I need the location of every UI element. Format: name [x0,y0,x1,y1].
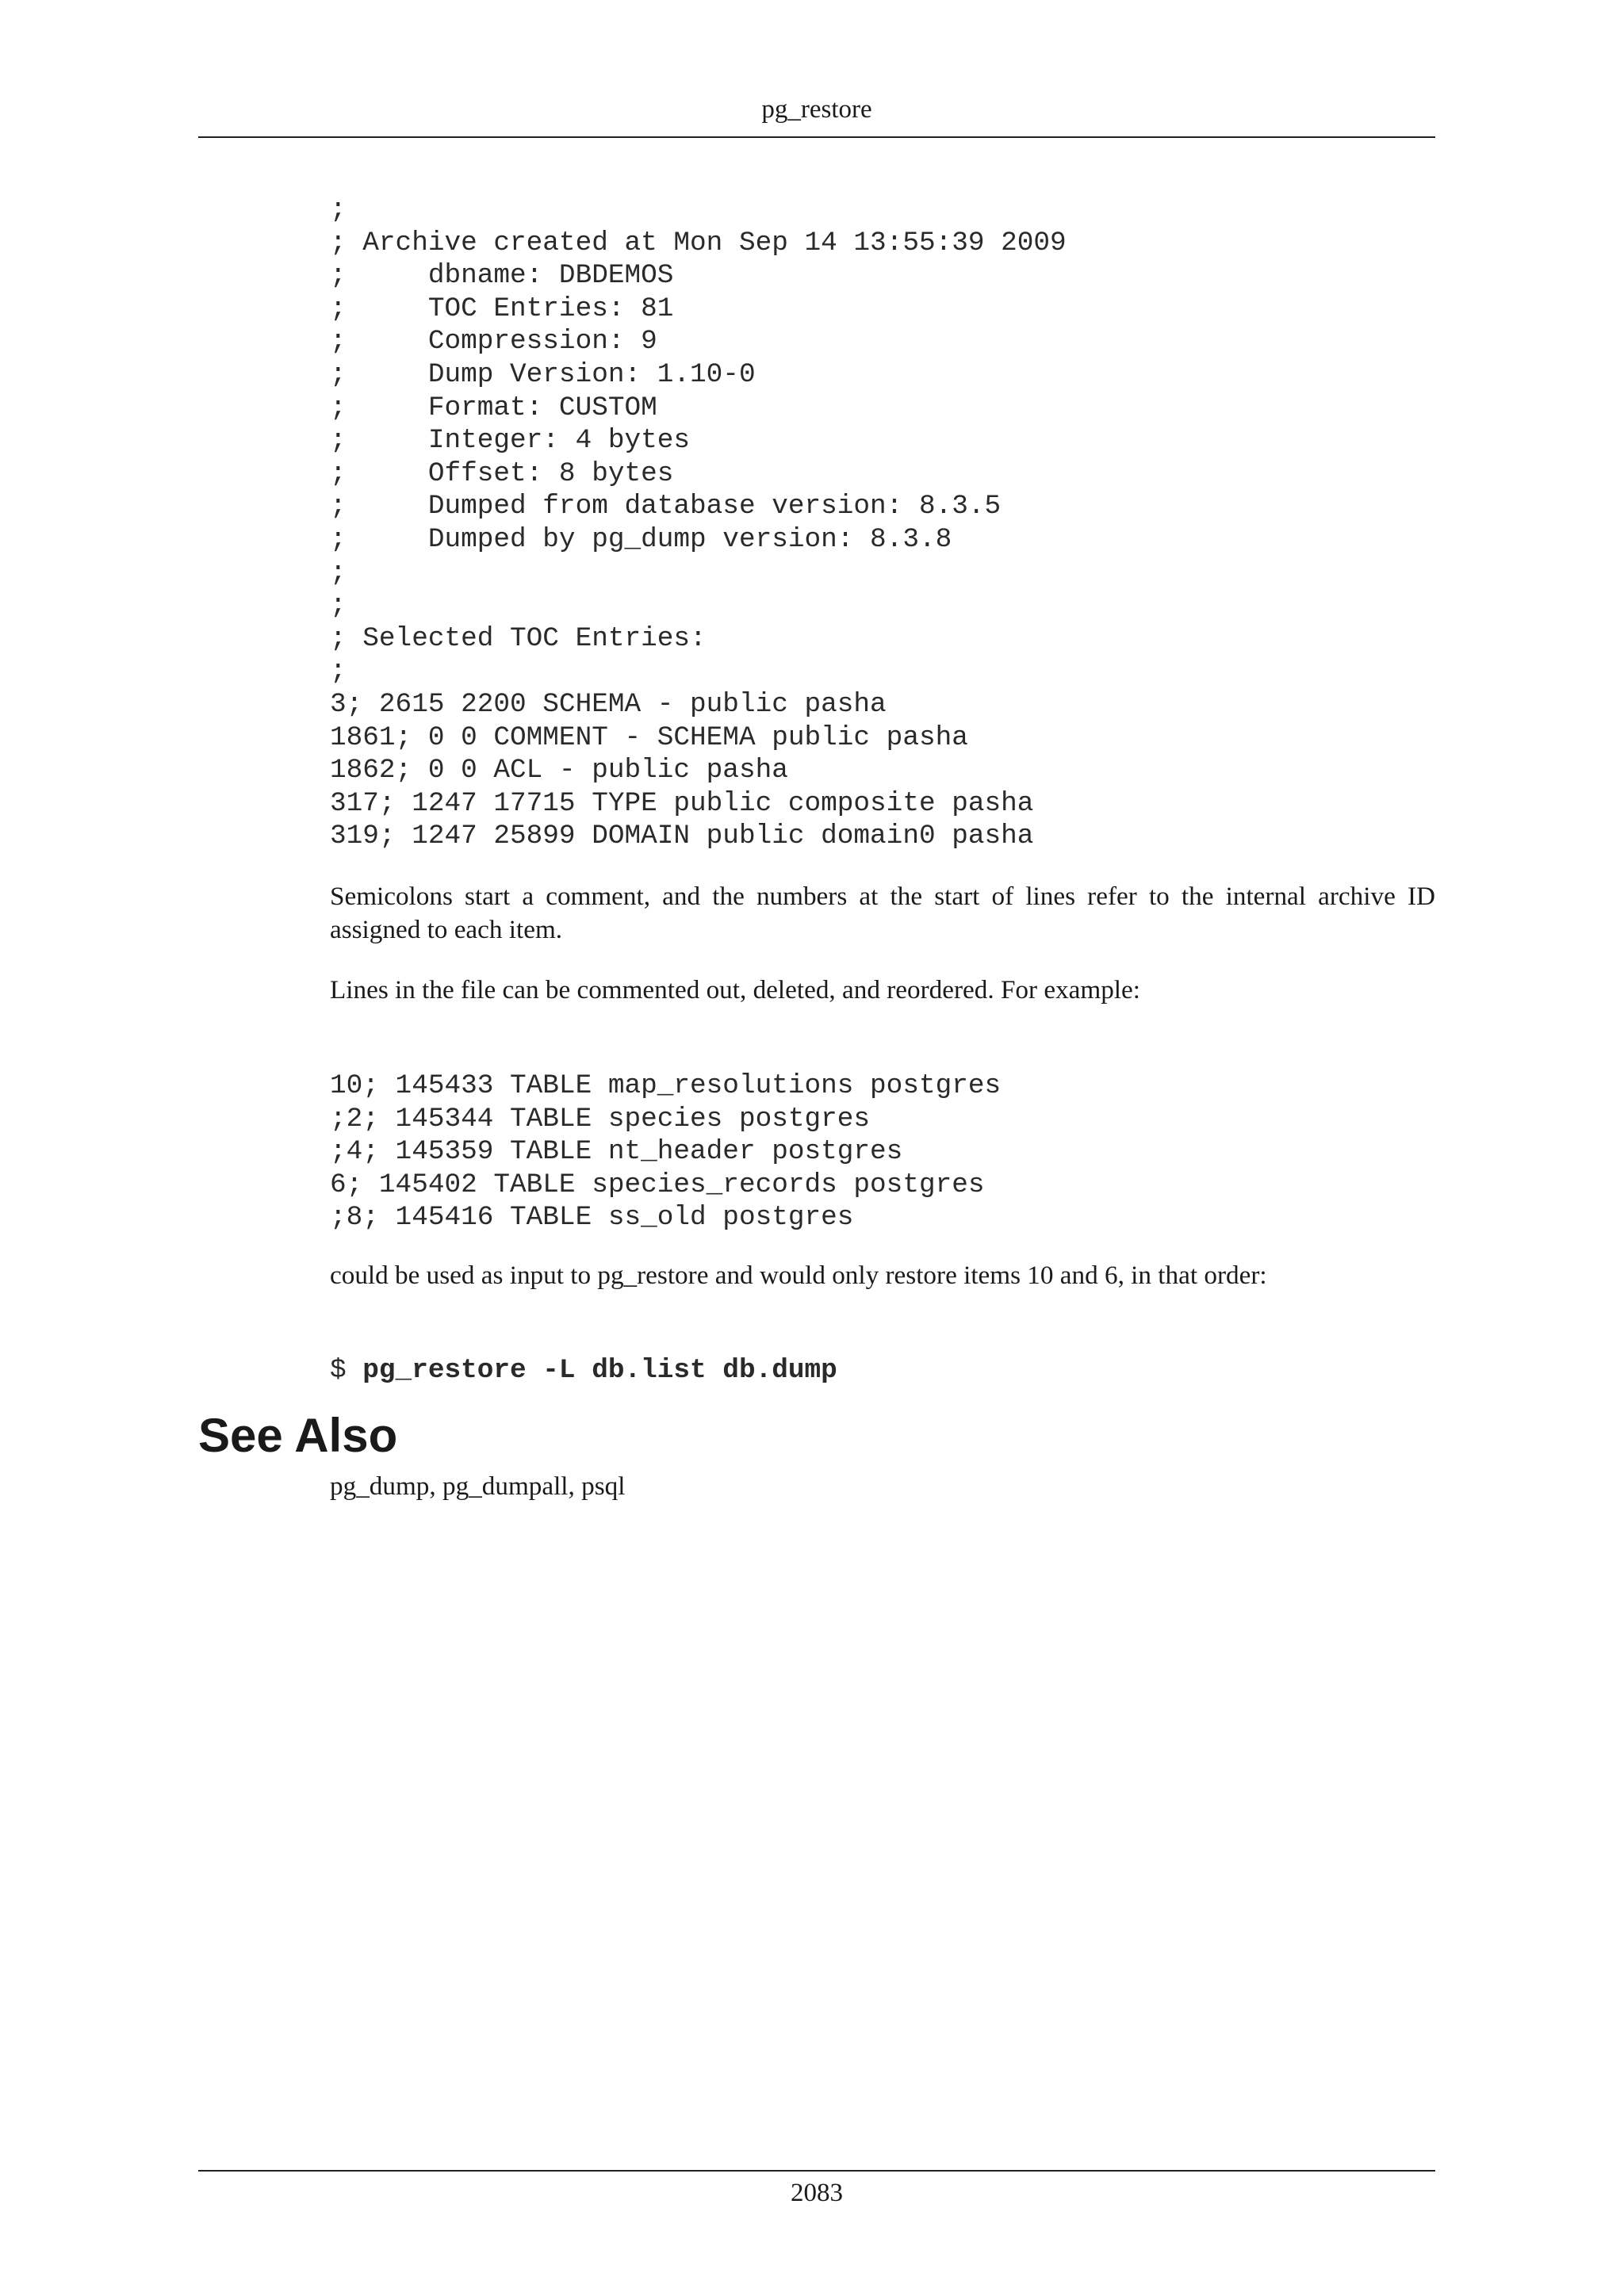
footer-rule [198,2170,1435,2172]
code-line: ; TOC Entries: 81 [330,293,674,324]
code-line: 1861; 0 0 COMMENT - SCHEMA public pasha [330,721,968,753]
see-also-heading: See Also [198,1409,398,1462]
paragraph-semicolons: Semicolons start a comment, and the numbers at the start of lines refer to the internal archive ID assigned to each item. [330,882,1435,944]
code-line: ; Format: CUSTOM [330,392,657,423]
code-line: 317; 1247 17715 TYPE public composite pasha [330,787,1034,819]
code-line: ;8; 145416 TABLE ss_old postgres [330,1202,854,1234]
page-header-title: pg_restore [761,95,872,124]
code-line: 10; 145433 TABLE map_resolutions postgres [330,1070,1002,1101]
page-number: 2083 [791,2179,843,2207]
code-line: 319; 1247 25899 DOMAIN public domain0 pasha [330,821,1034,852]
code-line: ; Dumped by pg_dump version: 8.3.8 [330,523,952,555]
code-line: ; dbname: DBDEMOS [330,260,674,292]
header-rule [198,136,1435,138]
code-line: 1862; 0 0 ACL - public pasha [330,755,788,786]
code-line: ; [330,656,347,687]
code-line: ;2; 145344 TABLE species postgres [330,1103,871,1135]
code-line: ; Compression: 9 [330,326,657,358]
code-line: ; Archive created at Mon Sep 14 13:55:39 2009 [330,227,1067,258]
code-line: 3; 2615 2200 SCHEMA - public pasha [330,688,887,720]
see-also-links: pg_dump, pg_dumpall, psql [330,1471,626,1501]
toc-listing-code-block [330,193,1067,853]
code-line: ; Dumped from database version: 8.3.5 [330,491,1002,522]
code-line: ; Integer: 4 bytes [330,425,691,457]
paragraph-lines-example: Lines in the file can be commented out, deleted, and reordered. For example: [330,975,1140,1004]
shell-prompt: $ [330,1355,363,1386]
code-line: ; Selected TOC Entries: [330,622,707,654]
example-list-code-block [330,1070,1001,1234]
paragraph-restore-order: could be used as input to pg_restore and would only restore items 10 and 6, in that order: [330,1261,1267,1290]
code-line: 6; 145402 TABLE species_records postgres [330,1169,985,1200]
command-text: pg_restore -L db.list db.dump [362,1355,837,1386]
code-line: ;4; 145359 TABLE nt_header postgres [330,1136,903,1168]
code-line: ; [330,557,347,588]
code-line: ; Offset: 8 bytes [330,457,674,489]
code-line: ; [330,194,347,225]
code-line: ; [330,590,347,622]
command-example [330,1354,837,1387]
code-line: ; Dump Version: 1.10-0 [330,358,756,390]
